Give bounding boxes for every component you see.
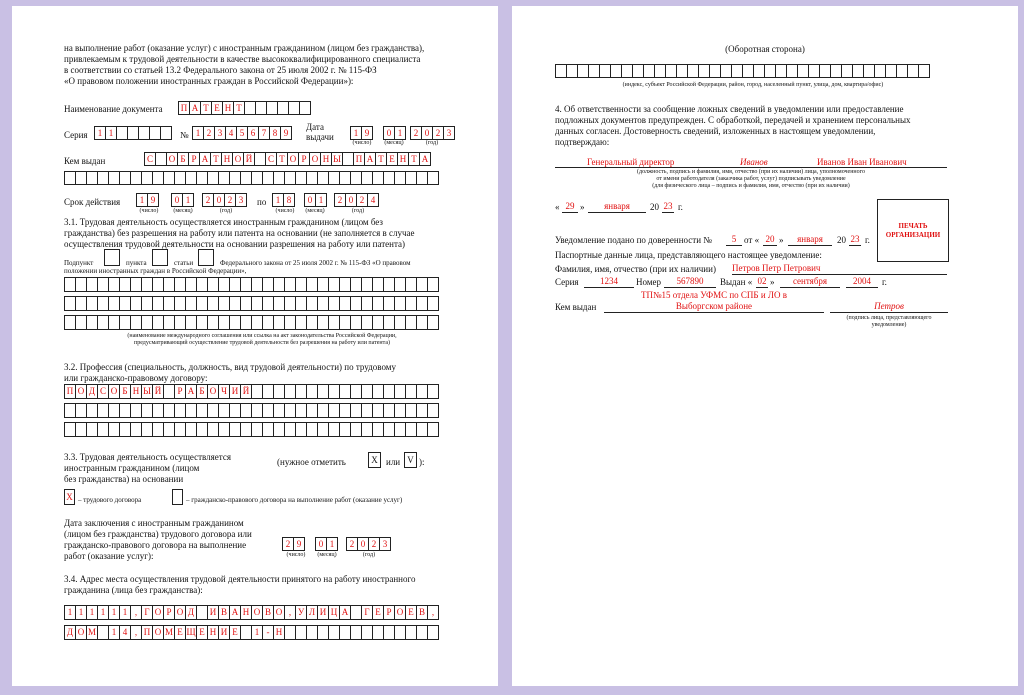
char-cell[interactable]: [427, 422, 439, 437]
caption-month: (месяц): [384, 140, 404, 146]
char-cell[interactable]: Й: [152, 384, 164, 399]
char-cell[interactable]: [160, 126, 172, 140]
char-cell[interactable]: О: [232, 152, 244, 166]
char-cell[interactable]: 3: [379, 537, 391, 551]
validity-from-month[interactable]: [171, 193, 193, 207]
char-cell[interactable]: П: [353, 152, 365, 166]
char-cell[interactable]: П: [178, 101, 190, 115]
issued-by-field[interactable]: [144, 152, 430, 166]
contract-day-field[interactable]: [282, 537, 304, 551]
char-cell[interactable]: О: [394, 605, 406, 620]
char-cell[interactable]: С: [144, 152, 156, 166]
s31-item-label: пункта: [126, 259, 147, 267]
char-cell[interactable]: 0: [213, 193, 225, 207]
char-cell[interactable]: Д: [64, 625, 76, 640]
caption-year: (год): [351, 208, 365, 214]
s4-line: 4. Об ответственности за сообщение ложных сведений в уведомлении или предоставление: [555, 104, 904, 114]
sign-date-open: «: [555, 202, 560, 212]
char-cell[interactable]: 1: [182, 193, 194, 207]
char-cell[interactable]: 1: [326, 537, 338, 551]
char-cell[interactable]: 4: [225, 126, 237, 140]
caption-year: (год): [362, 552, 376, 558]
char-cell[interactable]: У: [295, 605, 307, 620]
char-cell[interactable]: 1: [64, 605, 76, 620]
address-field-row2[interactable]: [64, 625, 438, 640]
char-cell[interactable]: 1: [75, 605, 87, 620]
char-cell[interactable]: Е: [229, 625, 241, 640]
char-cell[interactable]: И: [229, 384, 241, 399]
caption-year: (год): [219, 208, 233, 214]
char-cell[interactable]: П: [64, 384, 76, 399]
s31-line: гражданства) без разрешения на работу или патента на основании (не заполняется в случае: [64, 228, 415, 238]
char-cell[interactable]: ,: [130, 605, 142, 620]
doc-name-label: Наименование документа: [64, 104, 163, 114]
reverse-title: (Оборотная сторона): [725, 44, 805, 54]
char-cell[interactable]: 4: [367, 193, 379, 207]
signer-caption: (для физического лица – подпись и фамилия, имя, отчество (при их наличии): [652, 183, 850, 189]
address-continuation-field[interactable]: [555, 64, 929, 78]
number-label: Номер: [636, 277, 662, 287]
char-cell[interactable]: Н: [207, 625, 219, 640]
proxy-year[interactable]: 23: [850, 234, 860, 244]
s31-law: положении иностранных граждан в Российской Федерации»,: [64, 267, 247, 275]
s33-line: иностранным гражданином (лицом: [64, 463, 200, 473]
char-cell[interactable]: [427, 277, 439, 292]
address-field-row1[interactable]: [64, 605, 438, 620]
char-cell[interactable]: О: [152, 605, 164, 620]
sign-date-suffix: г.: [678, 202, 683, 212]
char-cell[interactable]: 0: [315, 537, 327, 551]
char-cell[interactable]: 1: [119, 605, 131, 620]
s31-law: Федерального закона от 25 июля 2002 г. № 115-ФЗ «О правовом: [220, 259, 411, 267]
labor-contract-label: – трудового договора: [78, 496, 142, 504]
contract-month-field[interactable]: [315, 537, 337, 551]
char-cell[interactable]: Е: [174, 625, 186, 640]
char-cell[interactable]: Р: [163, 605, 175, 620]
contract-date-line: гражданско-правового договора на выполнение: [64, 540, 247, 550]
issued-day-close: »: [770, 277, 775, 287]
char-cell[interactable]: 1: [272, 193, 284, 207]
char-cell[interactable]: Т: [408, 152, 420, 166]
char-cell[interactable]: 7: [258, 126, 270, 140]
char-cell[interactable]: Щ: [185, 625, 197, 640]
char-cell[interactable]: А: [199, 152, 211, 166]
char-cell[interactable]: 3: [214, 126, 226, 140]
rep-caption: уведомление): [871, 322, 907, 328]
char-cell[interactable]: Й: [243, 152, 255, 166]
sign-date-month[interactable]: января: [588, 201, 646, 213]
s33-line: без гражданства) на основании: [64, 474, 184, 484]
char-cell[interactable]: А: [339, 605, 351, 620]
issue-year-field[interactable]: [410, 126, 454, 140]
passport-issued-by[interactable]: Выборгском районе: [675, 301, 753, 311]
char-cell[interactable]: 2: [432, 126, 444, 140]
char-cell[interactable]: Н: [273, 625, 285, 640]
validity-from-year[interactable]: [202, 193, 246, 207]
char-cell[interactable]: Н: [240, 605, 252, 620]
char-cell[interactable]: В: [416, 605, 428, 620]
validity-label: Срок действия: [64, 197, 121, 207]
issued-suffix: г.: [882, 277, 887, 287]
char-cell[interactable]: Н: [221, 152, 233, 166]
char-cell[interactable]: [427, 384, 439, 399]
s33-mark-label: (нужное отметить: [277, 457, 346, 467]
contract-date-line: (лицом без гражданства) трудового договора или: [64, 529, 252, 539]
series-field[interactable]: [94, 126, 171, 140]
char-cell[interactable]: 2: [224, 193, 236, 207]
char-cell[interactable]: 1: [350, 126, 362, 140]
char-cell[interactable]: Е: [405, 605, 417, 620]
char-cell[interactable]: О: [287, 152, 299, 166]
s31-point-box[interactable]: [104, 249, 120, 266]
char-cell[interactable]: В: [218, 605, 230, 620]
sign-date-day[interactable]: 29: [562, 201, 578, 213]
char-cell[interactable]: Г: [141, 605, 153, 620]
char-cell[interactable]: Е: [386, 152, 398, 166]
char-cell[interactable]: Б: [177, 152, 189, 166]
issue-day-field[interactable]: [350, 126, 372, 140]
proxy-label: Уведомление подано по доверенности №: [555, 235, 712, 245]
char-cell[interactable]: 8: [269, 126, 281, 140]
char-cell[interactable]: И: [207, 605, 219, 620]
char-cell[interactable]: В: [262, 605, 274, 620]
char-cell[interactable]: 2: [368, 537, 380, 551]
char-cell[interactable]: А: [189, 101, 201, 115]
char-cell[interactable]: М: [86, 625, 98, 640]
s33-or: или: [386, 457, 401, 467]
char-cell[interactable]: 8: [283, 193, 295, 207]
char-cell[interactable]: 2: [282, 537, 294, 551]
signer-signature[interactable]: Иванов: [740, 157, 768, 167]
char-cell[interactable]: О: [108, 384, 120, 399]
char-cell[interactable]: О: [75, 625, 87, 640]
sign-date-close: »: [580, 202, 585, 212]
char-cell[interactable]: 5: [236, 126, 248, 140]
char-cell[interactable]: 1: [192, 126, 204, 140]
caption-month: (месяц): [305, 208, 325, 214]
char-cell[interactable]: Б: [196, 384, 208, 399]
issued-by-label: Кем выдан: [64, 156, 106, 166]
char-cell[interactable]: О: [273, 605, 285, 620]
civil-contract-label: – гражданско-правового договора на выполнение работ (оказание услуг): [186, 496, 403, 504]
representative-fio[interactable]: Петров Петр Петрович: [732, 263, 947, 275]
char-cell[interactable]: М: [163, 625, 175, 640]
issue-month-field[interactable]: [383, 126, 405, 140]
mark-x-sample: X: [368, 452, 381, 468]
passport-number[interactable]: 567890: [664, 276, 716, 288]
char-cell[interactable]: И: [317, 605, 329, 620]
char-cell[interactable]: 9: [147, 193, 159, 207]
passport-label: Паспортные данные лица, представляющего настоящее уведомление:: [555, 250, 822, 260]
char-cell[interactable]: [299, 101, 311, 115]
char-cell[interactable]: Т: [233, 101, 245, 115]
fio-label: Фамилия, имя, отчество (при их наличии): [555, 264, 716, 274]
char-cell[interactable]: 2: [346, 537, 358, 551]
char-cell[interactable]: Д: [86, 384, 98, 399]
char-cell[interactable]: 9: [361, 126, 373, 140]
caption-month: (месяц): [173, 208, 193, 214]
signer-name: Иванов Иван Иванович: [817, 157, 907, 167]
char-cell[interactable]: Т: [210, 152, 222, 166]
char-cell[interactable]: Н: [130, 384, 142, 399]
char-cell[interactable]: Ц: [328, 605, 340, 620]
caption-day: (число): [286, 552, 306, 558]
char-cell[interactable]: О: [251, 605, 263, 620]
caption-day: (число): [352, 140, 372, 146]
validity-from-day[interactable]: [136, 193, 158, 207]
s31-line: осуществления трудовой деятельности на основании разрешения на работу или патента): [64, 239, 406, 249]
char-cell[interactable]: О: [174, 605, 186, 620]
char-cell[interactable]: Й: [240, 384, 252, 399]
char-cell[interactable]: -: [262, 625, 274, 640]
issued-label: Выдан «: [720, 277, 753, 287]
issued-by-line: [604, 312, 824, 313]
char-cell[interactable]: [918, 64, 930, 78]
s32-line: или гражданско-правовому договору:: [64, 373, 208, 383]
s31-note: предусматривающий осуществление трудовой деятельности без разрешения на работу или патента): [134, 340, 390, 346]
sign-date-year[interactable]: 23: [663, 201, 673, 211]
address-caption: (индекс, субъект Российской Федерации, район, город, населенный пункт, улица, дом, квартира/офис): [622, 82, 884, 88]
char-cell[interactable]: Т: [276, 152, 288, 166]
char-cell[interactable]: 0: [171, 193, 183, 207]
s32-line: 3.2. Профессия (специальность, должность, вид трудовой деятельности) по трудовому: [64, 362, 396, 372]
signer-position: Генеральный директор: [587, 157, 675, 167]
caption-day: (число): [275, 208, 295, 214]
caption-year: (год): [425, 140, 439, 146]
s34-line: 3.4. Адрес места осуществления трудовой деятельности принятого на работу иностранного: [64, 574, 416, 584]
rep-caption: (подпись лица, представляющего: [846, 315, 932, 321]
char-cell[interactable]: 2: [334, 193, 346, 207]
char-cell[interactable]: А: [419, 152, 431, 166]
char-cell[interactable]: 1: [86, 605, 98, 620]
char-cell[interactable]: [427, 171, 439, 185]
char-cell[interactable]: 9: [280, 126, 292, 140]
char-cell[interactable]: 1: [105, 126, 117, 140]
char-cell[interactable]: [427, 403, 439, 418]
intro-line: в соответствии со статьей 13.2 Федерального закона от 25 июля 2002 г. № 115-ФЗ: [64, 65, 377, 75]
passport-issued-year[interactable]: 2004: [846, 276, 878, 288]
char-cell[interactable]: О: [207, 384, 219, 399]
char-cell[interactable]: [427, 625, 439, 640]
profession-field-row[interactable]: [64, 422, 438, 437]
s31-point-label: Подпункт: [64, 259, 94, 267]
proxy-day-close: »: [779, 235, 784, 245]
char-cell[interactable]: 2: [410, 126, 422, 140]
char-cell[interactable]: А: [364, 152, 376, 166]
char-cell[interactable]: 1: [251, 625, 263, 640]
notification-page-front: [12, 6, 498, 686]
passport-issued-day[interactable]: 02: [757, 276, 767, 286]
proxy-day[interactable]: 20: [763, 234, 777, 246]
char-cell[interactable]: 6: [247, 126, 259, 140]
char-cell[interactable]: П: [141, 625, 153, 640]
intro-line: на выполнение работ (оказание услуг) с иностранным гражданином (лицом без гражданства),: [64, 43, 425, 53]
char-cell[interactable]: Т: [200, 101, 212, 115]
s31-note: (наименование международного соглашения или ссылка на акт законодательства Российской Федерации,: [127, 333, 397, 339]
s31-basis-row[interactable]: [64, 296, 438, 311]
char-cell[interactable]: Ч: [218, 384, 230, 399]
char-cell[interactable]: 1: [108, 605, 120, 620]
char-cell[interactable]: Р: [383, 605, 395, 620]
char-cell[interactable]: 2: [356, 193, 368, 207]
char-cell[interactable]: [427, 296, 439, 311]
char-cell[interactable]: Н: [397, 152, 409, 166]
profession-field-row[interactable]: [64, 403, 438, 418]
char-cell[interactable]: О: [309, 152, 321, 166]
number-label: №: [180, 130, 189, 140]
char-cell[interactable]: Е: [211, 101, 223, 115]
char-cell[interactable]: 9: [293, 537, 305, 551]
caption-day: (число): [139, 208, 159, 214]
proxy-suffix: г.: [865, 235, 870, 245]
signer-caption: (должность, подпись и фамилия, имя, отчество (при их наличии) лица, уполномоченного: [637, 169, 865, 175]
char-cell[interactable]: Т: [375, 152, 387, 166]
s31-basis-row[interactable]: [64, 277, 438, 292]
char-cell[interactable]: Г: [361, 605, 373, 620]
profession-field[interactable]: [64, 384, 438, 399]
char-cell[interactable]: А: [185, 384, 197, 399]
validity-to-year[interactable]: [334, 193, 378, 207]
s4-line: подтверждаю:: [555, 137, 610, 147]
validity-to-day[interactable]: [272, 193, 294, 207]
number-field[interactable]: [192, 126, 291, 140]
char-cell[interactable]: А: [229, 605, 241, 620]
char-cell[interactable]: Р: [174, 384, 186, 399]
validity-to-label: по: [257, 197, 267, 207]
caption-month: (месяц): [317, 552, 337, 558]
char-cell[interactable]: Д: [185, 605, 197, 620]
proxy-month[interactable]: января: [788, 234, 832, 246]
s31-article-label: статьи: [174, 259, 194, 267]
char-cell[interactable]: [427, 315, 439, 330]
issue-date-label: Дата выдачи: [306, 122, 334, 142]
labor-contract-checkbox[interactable]: X: [64, 489, 75, 505]
s4-line: подложных документов предупрежден. С обработкой, передачей и хранением персональных: [555, 115, 911, 125]
notification-page-reverse: [512, 6, 1018, 686]
issued-by-label: Кем выдан: [555, 302, 597, 312]
char-cell[interactable]: ,: [427, 605, 439, 620]
sign-date-year-prefix: 20: [650, 202, 659, 212]
char-cell[interactable]: С: [97, 384, 109, 399]
s33-close: ):: [419, 457, 425, 467]
series-label: Серия: [64, 130, 88, 140]
passport-issued-month[interactable]: сентября: [780, 276, 840, 288]
validity-to-month[interactable]: [304, 193, 326, 207]
char-cell[interactable]: Ы: [331, 152, 343, 166]
char-cell[interactable]: 1: [97, 605, 109, 620]
char-cell[interactable]: И: [218, 625, 230, 640]
issued-by-field-row2[interactable]: [64, 171, 438, 185]
s33-line: 3.3. Трудовая деятельность осуществляется: [64, 452, 231, 462]
char-cell[interactable]: Е: [196, 625, 208, 640]
char-cell[interactable]: ,: [130, 625, 142, 640]
char-cell[interactable]: Ы: [141, 384, 153, 399]
char-cell[interactable]: 0: [383, 126, 395, 140]
char-cell[interactable]: Л: [306, 605, 318, 620]
char-cell[interactable]: Б: [119, 384, 131, 399]
signer-caption: от имени работодателя (заказчика работ, услуг) подписывать уведомление: [656, 176, 846, 182]
char-cell[interactable]: 2: [202, 193, 214, 207]
char-cell[interactable]: Н: [320, 152, 332, 166]
char-cell[interactable]: О: [166, 152, 178, 166]
char-cell[interactable]: 4: [119, 625, 131, 640]
char-cell[interactable]: С: [265, 152, 277, 166]
mark-v-sample: V: [404, 452, 417, 468]
proxy-from: от «: [744, 235, 760, 245]
char-cell[interactable]: ,: [284, 605, 296, 620]
char-cell[interactable]: 3: [235, 193, 247, 207]
s31-basis-row[interactable]: [64, 315, 438, 330]
char-cell[interactable]: 1: [315, 193, 327, 207]
passport-issued-by[interactable]: ТП№15 отдела УФМС по СПБ и ЛО в: [640, 290, 788, 300]
s31-item-box[interactable]: [152, 249, 168, 266]
char-cell[interactable]: Н: [222, 101, 234, 115]
proxy-year-prefix: 20: [837, 235, 846, 245]
s31-line: 3.1. Трудовая деятельность осуществляется иностранным гражданином (лицом без: [64, 217, 383, 227]
contract-year-field[interactable]: [346, 537, 390, 551]
organization-stamp: ПЕЧАТЬ ОРГАНИЗАЦИИ: [877, 199, 949, 262]
civil-contract-checkbox[interactable]: [172, 489, 183, 505]
char-cell[interactable]: 1: [108, 625, 120, 640]
contract-date-line: Дата заключения с иностранным гражданином: [64, 518, 244, 528]
char-cell[interactable]: Р: [188, 152, 200, 166]
char-cell[interactable]: О: [152, 625, 164, 640]
intro-line: «О правовом положении иностранных граждан в Российской Федерации»):: [64, 76, 354, 86]
s34-line: гражданина (лица без гражданства):: [64, 585, 203, 595]
char-cell[interactable]: 1: [94, 126, 106, 140]
series-label: Серия: [555, 277, 579, 287]
s4-line: данных согласен. Достоверность сведений, изложенных в настоящем уведомлении,: [555, 126, 876, 136]
char-cell[interactable]: Р: [298, 152, 310, 166]
char-cell[interactable]: Е: [372, 605, 384, 620]
char-cell[interactable]: 3: [443, 126, 455, 140]
representative-signature[interactable]: Петров: [830, 301, 948, 313]
char-cell[interactable]: 1: [136, 193, 148, 207]
contract-date-line: работ (оказание услуг):: [64, 551, 154, 561]
char-cell[interactable]: 0: [357, 537, 369, 551]
char-cell[interactable]: 0: [345, 193, 357, 207]
char-cell[interactable]: 0: [421, 126, 433, 140]
proxy-number[interactable]: 5: [726, 234, 742, 246]
char-cell[interactable]: 1: [394, 126, 406, 140]
doc-name-field[interactable]: [178, 101, 310, 115]
s31-article-box[interactable]: [198, 249, 214, 266]
char-cell[interactable]: 0: [304, 193, 316, 207]
char-cell[interactable]: О: [75, 384, 87, 399]
char-cell[interactable]: 2: [203, 126, 215, 140]
intro-line: привлекаемым к трудовой деятельности в качестве высококвалифицированного специалиста: [64, 54, 421, 64]
passport-series[interactable]: 1234: [584, 276, 634, 288]
